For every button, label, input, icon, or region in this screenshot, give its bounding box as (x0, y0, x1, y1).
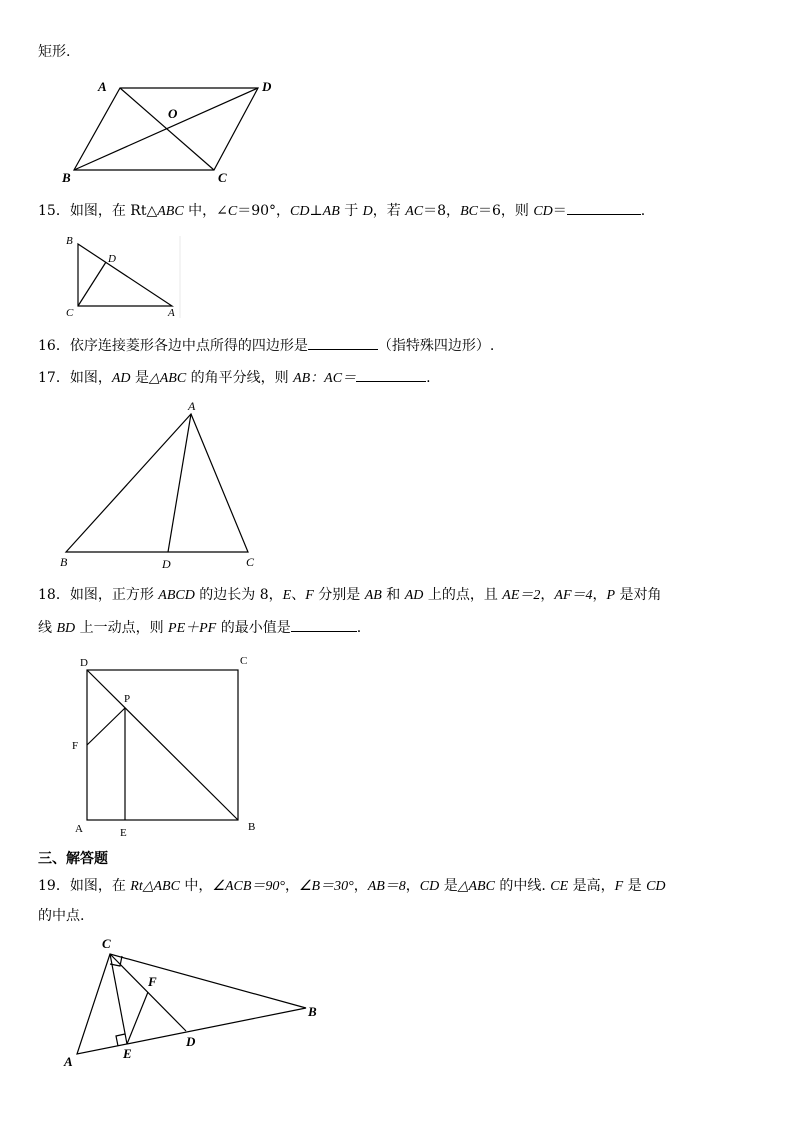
vertex-label: A (168, 307, 175, 319)
vertex-label: D (186, 1034, 196, 1049)
q17-text: AD (111, 371, 131, 386)
q17-text: AB：AC＝ (293, 371, 357, 386)
q15-text: 于 (339, 203, 363, 219)
figure-right-triangle (78, 244, 172, 306)
vertex-label: A (64, 1054, 73, 1069)
q15-text: ＝6，则 (477, 203, 534, 219)
q19-text: 是 (623, 878, 647, 894)
q18-text: P (606, 588, 616, 603)
q17-number: 17． (38, 370, 70, 386)
q18-text: F (305, 588, 314, 603)
vertex-label: C (240, 655, 248, 667)
q17-text: △ABC (148, 371, 187, 386)
q15-number: 15． (38, 203, 70, 219)
q17-text: 的角平分线，则 (186, 370, 294, 386)
q19-text: F (614, 879, 624, 894)
vertex-label: O (168, 106, 178, 121)
vertex-label: F (148, 974, 157, 989)
q18-text: 的边长为 8， (194, 587, 283, 603)
vertex-label: F (72, 740, 79, 752)
vertex-label: C (102, 936, 111, 951)
q18-text: 的最小值是 (216, 620, 291, 636)
q18-text: ， (592, 587, 607, 603)
q15-text: CD (290, 204, 310, 219)
q18-text: E (282, 588, 292, 603)
q15-text: AC (405, 204, 424, 219)
vertex-label: D (108, 253, 116, 265)
vertex-label: B (60, 555, 68, 569)
q18-text: . (356, 620, 362, 636)
q18-text: 是对角 (615, 587, 662, 603)
vertex-label: B (62, 170, 71, 185)
q19-text: ， (353, 878, 368, 894)
vertex-label: D (162, 557, 171, 571)
section-title: 三、解答题 (38, 851, 108, 867)
triangle-abc (78, 244, 172, 306)
q15-text: AB (322, 204, 340, 219)
q17-text: . (426, 370, 431, 386)
vertex-label: D (80, 657, 88, 669)
q19-text: 中， (179, 878, 213, 894)
q15-text: CD (533, 204, 553, 219)
q18-number: 18． (38, 587, 70, 603)
q18-text: 上的点，且 (423, 587, 503, 603)
q19-text: CD (646, 879, 666, 894)
q19-text: ∠B＝30° (298, 879, 354, 894)
q19-text: 如图，在 (69, 878, 131, 894)
q15-text: ＝8， (423, 203, 461, 219)
vertex-label: C (218, 170, 227, 185)
figure-parallelogram (74, 88, 258, 170)
figure-parallelogram-labels (61, 79, 272, 185)
q18-text: 如图，正方形 (69, 587, 159, 603)
q18-text: AE＝2 (502, 588, 541, 603)
q15-text: ＝90°， (237, 203, 291, 219)
q15-text: 中，∠ (183, 203, 228, 219)
q15-text: ⊥ (309, 203, 323, 219)
q16-text: 依序连接菱形各边中点所得的四边形是 (69, 338, 308, 354)
q18-text: BD (56, 621, 76, 636)
q19-text: ， (405, 878, 420, 894)
triangle-abc (66, 414, 248, 552)
q19-text: AB＝8 (367, 879, 406, 894)
diagonal-bd (87, 670, 238, 820)
vertex-label: E (120, 827, 127, 839)
q19-text: 是高， (568, 878, 615, 894)
q15-text: ＝ (552, 203, 567, 219)
vertex-label: A (98, 79, 107, 94)
q19-text: 是 (439, 878, 458, 894)
q19-text: ∠ACB＝90° (212, 879, 285, 894)
q19-text: 的中线. (494, 878, 551, 894)
q19-text: Rt△ABC (130, 879, 180, 894)
vertex-label: E (123, 1046, 132, 1061)
q18-text: 和 (381, 587, 405, 603)
vertex-label: C (66, 307, 74, 319)
diagonal-bd (74, 88, 258, 170)
q15-text: . (640, 203, 646, 219)
q19-text: ， (284, 878, 299, 894)
figure-square (87, 670, 238, 820)
altitude-ce (110, 954, 127, 1044)
q19-text: △ABC (457, 879, 495, 894)
vertex-label: A (75, 823, 83, 835)
q17-text: 是 (130, 370, 149, 386)
q15-text: BC (460, 204, 478, 219)
text-rectangle: 矩形. (38, 44, 71, 60)
altitude-cd (78, 262, 106, 306)
q18-text: ABCD (158, 588, 195, 603)
q15-text: ，若 (372, 203, 406, 219)
vertex-label: C (246, 555, 255, 569)
figure-bisector-labels (60, 399, 255, 571)
vertex-label: B (308, 1004, 317, 1019)
q18-text: ， (540, 587, 555, 603)
vertex-label: A (188, 399, 196, 413)
q19-text: CD (419, 879, 440, 894)
q18-text: AD (404, 588, 424, 603)
q17-text: 如图， (69, 370, 112, 386)
segment-pf (87, 708, 125, 745)
q18-text: AF＝4 (554, 588, 593, 603)
q18-text: AB (364, 588, 382, 603)
q18-text: 、 (291, 587, 306, 603)
q18-text: 上一动点，则 (75, 620, 169, 636)
vertex-label: P (124, 693, 131, 705)
vertex-label: D (262, 79, 272, 94)
q16-text: （指特殊四边形）. (377, 338, 495, 354)
q15-text: C (227, 204, 238, 219)
q15-text: ABC (157, 204, 184, 219)
q18-text: PE＋PF (168, 621, 217, 636)
q16-number: 16． (38, 338, 70, 354)
vertex-label: B (66, 235, 73, 247)
q19-text: 的中点. (38, 908, 85, 924)
q15-text: D (362, 204, 373, 219)
segment-ef (127, 992, 148, 1044)
figure-bisector-triangle (66, 414, 248, 552)
q15-text: 如图，在 Rt△ (69, 203, 158, 219)
q19-number: 19． (38, 878, 70, 894)
q18-text: 分别是 (313, 587, 365, 603)
q19-text: CE (550, 879, 569, 894)
q18-text: 线 (38, 620, 57, 636)
vertex-label: B (248, 821, 256, 833)
